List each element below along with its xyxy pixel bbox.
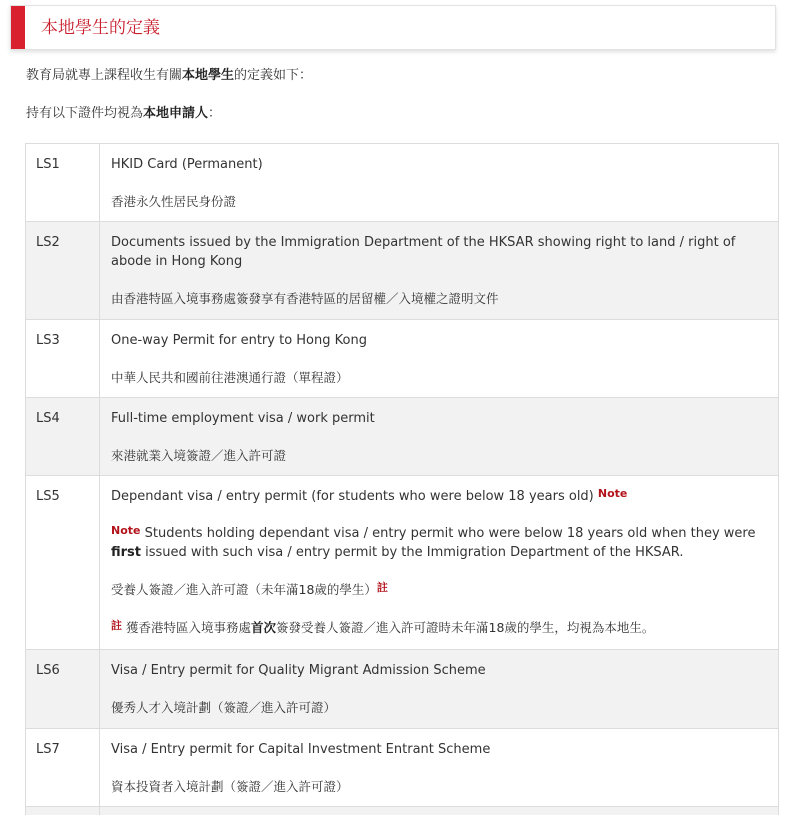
table-row-ls7 — [26, 729, 778, 807]
intro2-post: ： — [208, 106, 222, 121]
row-content — [100, 398, 778, 475]
row-chinese: 中華人民共和國前往港澳通行證（單程證） — [111, 370, 349, 385]
row-code: LS3 — [26, 320, 100, 397]
page-title: 本地學生的定義 — [41, 18, 160, 38]
row-code: LS4 — [26, 398, 100, 475]
row-code: LS7 — [26, 729, 100, 806]
row-chinese — [111, 580, 770, 600]
intro1-post: 的定義如下： — [234, 68, 313, 83]
row-code — [26, 807, 100, 815]
note-mark: Note — [597, 487, 628, 500]
row-content — [100, 650, 778, 728]
table-row-next — [26, 807, 778, 815]
row-content — [100, 320, 778, 397]
note-text-bold: first — [111, 545, 141, 560]
table-row-ls3 — [26, 320, 778, 398]
row-english: One-way Permit for entry to Hong Kong — [111, 333, 367, 348]
intro1-bold: 本地學生 — [182, 68, 235, 83]
row-english — [111, 487, 770, 506]
row-english: Full-time employment visa / work permit — [111, 411, 375, 426]
intro2-bold: 本地申請人 — [143, 106, 209, 121]
row-code: LS5 — [26, 476, 100, 649]
zh-note-bold: 首次 — [251, 620, 277, 635]
row-chinese-note — [111, 618, 770, 638]
row-chinese: 香港永久性居民身份證 — [111, 194, 237, 209]
row-english-text: Dependant visa / entry permit (for students who were below 18 years old) — [111, 489, 594, 504]
section-header — [10, 5, 776, 50]
zh-note-mark: 註 — [376, 581, 388, 594]
row-note — [111, 524, 770, 562]
zh-note-label: 註 — [111, 619, 122, 632]
note-label: Note — [111, 524, 141, 537]
row-content — [100, 476, 778, 649]
table-row-ls5 — [26, 476, 778, 650]
row-code: LS1 — [26, 144, 100, 221]
row-code: LS6 — [26, 650, 100, 728]
table-row-ls4 — [26, 398, 778, 476]
row-content — [100, 222, 778, 319]
intro-local-applicant — [26, 105, 221, 123]
row-content — [100, 729, 778, 806]
zh-note-pre: 獲香港特區入境事務處 — [125, 620, 251, 635]
row-chinese: 資本投資者入境計劃（簽證／進入許可證） — [111, 779, 349, 794]
intro1-pre: 教育局就專上課程收生有關 — [26, 68, 183, 83]
table-row-ls6 — [26, 650, 778, 729]
row-english: Visa / Entry permit for Quality Migrant Admission Scheme — [111, 663, 486, 678]
header-accent-bar — [11, 6, 25, 49]
note-text-post: issued with such visa / entry permit by the Immigration Department of the HKSAR. — [141, 545, 684, 560]
row-code: LS2 — [26, 222, 100, 319]
intro-local-student — [26, 67, 312, 85]
row-content — [100, 144, 778, 221]
row-chinese: 由香港特區入境事務處簽發享有香港特區的居留權／入境權之證明文件 — [111, 291, 499, 306]
row-chinese: 優秀人才入境計劃（簽證／進入許可證） — [111, 700, 337, 715]
intro2-pre: 持有以下證件均視為 — [26, 106, 144, 121]
zh-note-post: 簽發受養人簽證／進入許可證時未年滿18歲的學生，均視為本地生。 — [276, 620, 655, 635]
table-row-ls1 — [26, 144, 778, 222]
row-content — [100, 807, 778, 815]
row-english: Documents issued by the Immigration Department of the HKSAR showing right to land / right of abode in Hong Kong — [111, 235, 736, 269]
document-table — [25, 143, 779, 815]
row-english: Visa / Entry permit for Capital Investment Entrant Scheme — [111, 742, 491, 757]
row-chinese-text: 受養人簽證／進入許可證（未年滿18歲的學生） — [111, 582, 377, 597]
table-row-ls2 — [26, 222, 778, 320]
note-text-pre: Students holding dependant visa / entry permit who were below 18 years old when they were — [144, 526, 756, 541]
row-chinese: 來港就業入境簽證／進入許可證 — [111, 448, 287, 463]
row-english: HKID Card (Permanent) — [111, 157, 263, 172]
